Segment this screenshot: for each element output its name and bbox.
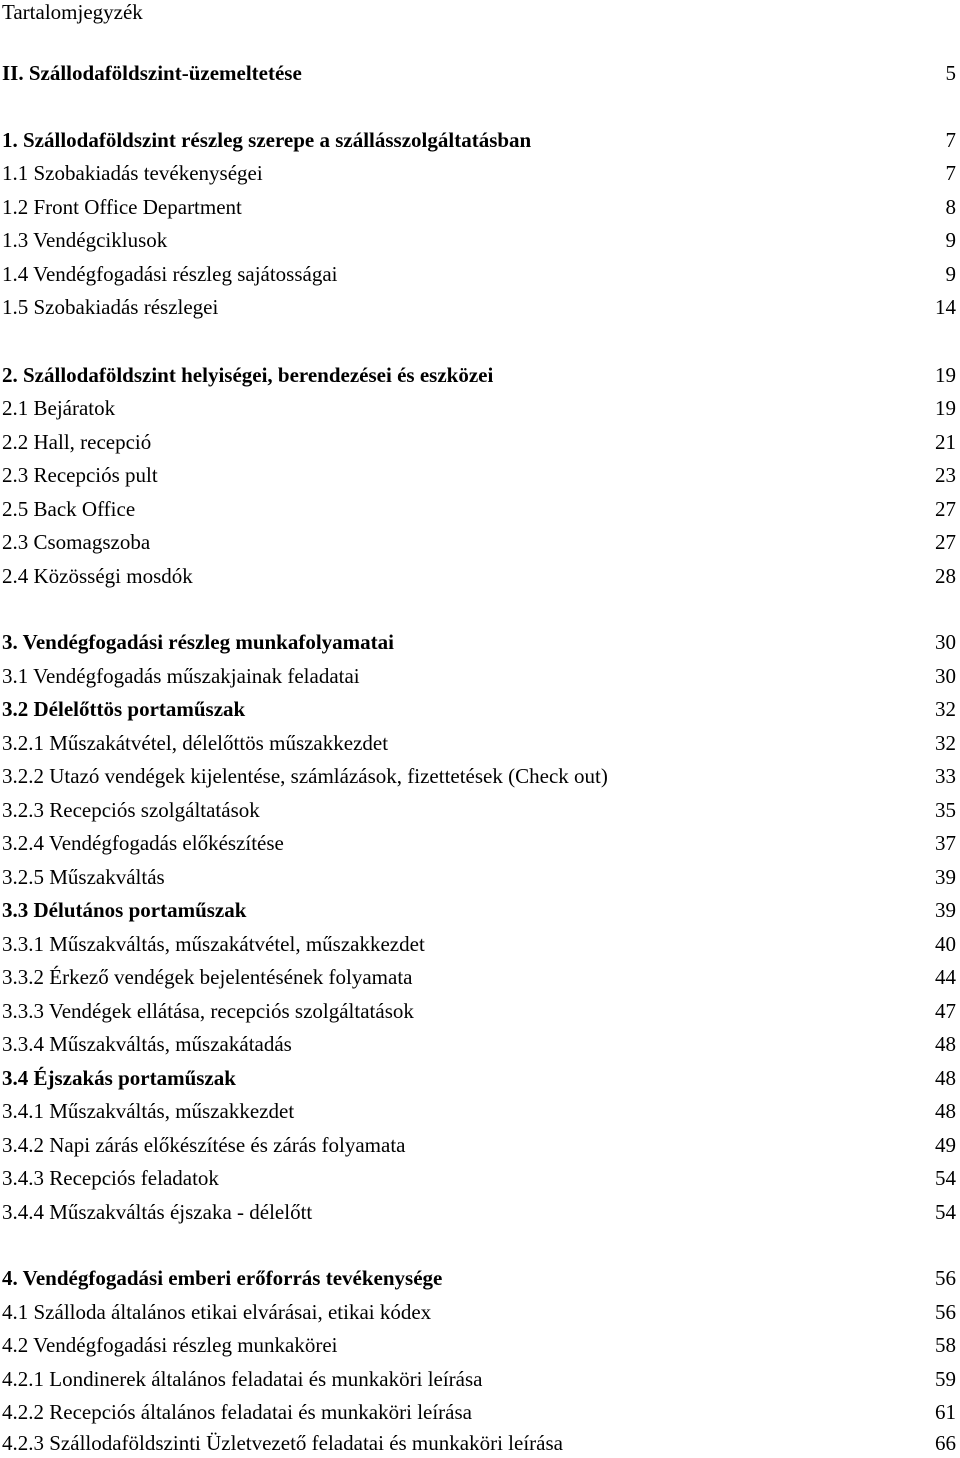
toc-entry-page: 39 [935,865,956,889]
toc-entry-label: 3.1 Vendégfogadás műszakjainak feladatai [2,664,360,688]
toc-entry [2,1397,956,1427]
toc-entry-page: 5 [945,61,956,85]
toc-entry [2,929,956,959]
toc-entry [2,1163,956,1193]
toc-entry [2,1297,956,1327]
toc-entry [2,728,956,758]
toc-entry [2,895,956,925]
toc-entry [2,1330,956,1360]
toc-entry-label: 3.3.4 Műszakváltás, műszakátadás [2,1032,292,1056]
toc-entry-page: 30 [935,630,956,654]
toc-entry [2,527,956,557]
toc-entry [2,694,956,724]
toc-entry-page: 39 [935,898,956,922]
toc-entry [2,828,956,858]
toc-entry-page: 23 [935,463,956,487]
toc-entry-label: 4.2.1 Londinerek általános feladatai és munkaköri leírása [2,1367,483,1391]
toc-entry-page: 59 [935,1367,956,1391]
toc-entry-label: 3.2.1 Műszakátvétel, délelőttös műszakkezdet [2,731,389,755]
toc-entry-label: 4.2.2 Recepciós általános feladatai és munkaköri leírása [2,1400,472,1424]
toc-entry-label: 2.3 Recepciós pult [2,463,158,487]
toc-entry-label: 2.3 Csomagszoba [2,530,151,554]
toc-entry-label: 4. Vendégfogadási emberi erőforrás tevékenysége [2,1266,443,1290]
toc-entry-page: 30 [935,664,956,688]
toc-entry-page: 7 [945,128,956,152]
toc-entry [2,1029,956,1059]
toc-entry [2,494,956,524]
toc-entry-page: 21 [935,430,956,454]
toc-entry-label: 3.3.3 Vendégek ellátása, recepciós szolgáltatások [2,999,414,1023]
toc-entry [2,1197,956,1227]
toc-entry [2,125,956,155]
page-title: Tartalomjegyzék [2,0,143,24]
toc-entry-page: 8 [945,195,956,219]
toc-entry-label: 3.4.1 Műszakváltás, műszakkezdet [2,1099,295,1123]
toc-entry-page: 48 [935,1066,956,1090]
toc-entry-page: 7 [945,161,956,185]
toc-entry-page: 40 [935,932,956,956]
toc-entry-page: 27 [935,497,956,521]
toc-entry [2,393,956,423]
toc-entry-page: 44 [935,965,956,989]
toc-entry [2,158,956,188]
toc-entry [2,259,956,289]
toc-entry-label: 3.2.2 Utazó vendégek kijelentése, számlázások, fizettetések (Check out) [2,764,608,788]
toc-entry-label: 2. Szállodaföldszint helyiségei, berendezései és eszközei [2,363,494,387]
toc-entry-label: 3.4.3 Recepciós feladatok [2,1166,219,1190]
toc-entry-label: 1. Szállodaföldszint részleg szerepe a szállásszolgáltatásban [2,128,532,152]
toc-entry [2,360,956,390]
toc-entry-label: 3.3 Délutános portaműszak [2,898,247,922]
toc-entry-page: 19 [935,396,956,420]
toc-entry [2,561,956,591]
toc-entry-label: 1.5 Szobakiadás részlegei [2,295,219,319]
toc-entry-page: 48 [935,1032,956,1056]
toc-entry-page: 56 [935,1300,956,1324]
toc-entry [2,1096,956,1126]
toc-entry [2,58,956,88]
toc-entry [2,460,956,490]
toc-entry-label: 2.1 Bejáratok [2,396,116,420]
toc-entry [2,627,956,657]
toc-entry-label: 3.2.5 Műszakváltás [2,865,165,889]
toc-entry [2,661,956,691]
toc-entry-page: 58 [935,1333,956,1357]
toc-entry-label: 2.2 Hall, recepció [2,430,152,454]
toc-entry-label: 3.3.2 Érkező vendégek bejelentésének folyamata [2,965,413,989]
toc-entry [2,225,956,255]
toc-entry-page: 48 [935,1099,956,1123]
toc-entry [2,761,956,791]
toc-entry-label: 4.2 Vendégfogadási részleg munkakörei [2,1333,338,1357]
toc-entry [2,1428,956,1458]
toc-entry [2,1063,956,1093]
toc-entry [2,192,956,222]
toc-entry-page: 33 [935,764,956,788]
toc-entry-page: 9 [945,262,956,286]
toc-entry-label: 3.4.2 Napi zárás előkészítése és zárás folyamata [2,1133,406,1157]
toc-entry [2,427,956,457]
toc-entry-label: 3.4 Éjszakás portaműszak [2,1066,236,1090]
toc-entry [2,1364,956,1394]
toc-entry-label: 3.4.4 Műszakváltás éjszaka - délelőtt [2,1200,313,1224]
toc-entry-page: 56 [935,1266,956,1290]
toc-entry-page: 54 [935,1200,956,1224]
toc-entry-label: 1.1 Szobakiadás tevékenységei [2,161,263,185]
toc-entry-page: 19 [935,363,956,387]
toc-entry-label: 3. Vendégfogadási részleg munkafolyamatai [2,630,395,654]
toc-entry [2,1263,956,1293]
toc-entry [2,292,956,322]
toc-entry-label: 1.4 Vendégfogadási részleg sajátosságai [2,262,338,286]
toc-entry-label: II. Szállodaföldszint-üzemeltetése [2,61,302,85]
toc-entry-page: 49 [935,1133,956,1157]
toc-entry-label: 2.4 Közösségi mosdók [2,564,193,588]
toc-entry [2,962,956,992]
toc-entry-page: 28 [935,564,956,588]
toc-entry-page: 47 [935,999,956,1023]
toc-entry [2,996,956,1026]
toc-entry-page: 61 [935,1400,956,1424]
toc-entry-label: 3.2 Délelőttös portaműszak [2,697,246,721]
toc-entry-page: 9 [945,228,956,252]
toc-entry-page: 66 [935,1431,956,1455]
toc-entry-page: 54 [935,1166,956,1190]
toc-entry [2,862,956,892]
toc-entry-label: 4.2.3 Szállodaföldszinti Üzletvezető feladatai és munkaköri leírása [2,1431,563,1455]
toc-entry-label: 4.1 Szálloda általános etikai elvárásai, etikai kódex [2,1300,432,1324]
toc-entry-label: 3.3.1 Műszakváltás, műszakátvétel, műszakkezdet [2,932,425,956]
toc-entry-label: 3.2.3 Recepciós szolgáltatások [2,798,260,822]
toc-entry-page: 37 [935,831,956,855]
toc-entry-page: 14 [935,295,956,319]
toc-entry-label: 1.2 Front Office Department [2,195,242,219]
toc-entry-page: 35 [935,798,956,822]
toc-entry [2,795,956,825]
toc-entry-label: 1.3 Vendégciklusok [2,228,168,252]
toc-entry-page: 27 [935,530,956,554]
toc-entry-label: 2.5 Back Office [2,497,136,521]
toc-entry-page: 32 [935,731,956,755]
toc-entry-label: 3.2.4 Vendégfogadás előkészítése [2,831,284,855]
toc-entry [2,1130,956,1160]
toc-entry-page: 32 [935,697,956,721]
